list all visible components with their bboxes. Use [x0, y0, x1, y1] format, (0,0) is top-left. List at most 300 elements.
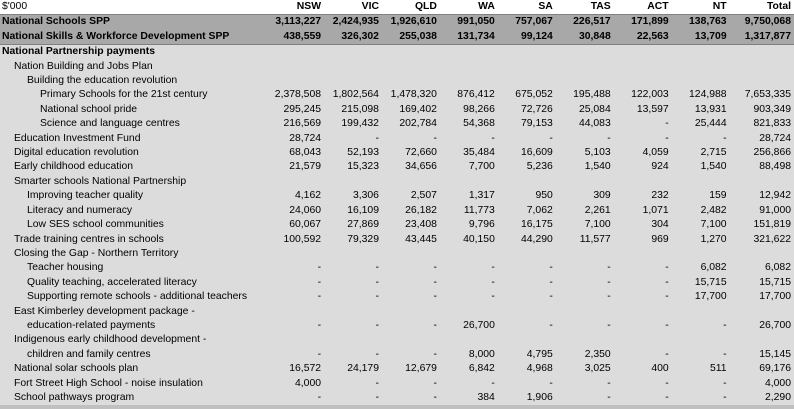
table-row — [0, 348, 794, 362]
cell-sa: 5,236 — [498, 160, 556, 174]
cell-nt: 159 — [672, 189, 730, 203]
cell-nsw: 2,378,508 — [266, 88, 324, 102]
cell-total: 28,724 — [730, 132, 794, 146]
cell-total: 15,145 — [730, 348, 794, 362]
cell-vic: 3,306 — [324, 189, 382, 203]
row-label: National solar schools plan — [0, 362, 266, 376]
cell-total — [730, 333, 794, 347]
cell-total: 256,866 — [730, 146, 794, 160]
cell-sa: - — [498, 290, 556, 304]
cell-wa — [440, 74, 498, 88]
cell-qld: 72,660 — [382, 146, 440, 160]
cell-total: 12,942 — [730, 189, 794, 203]
cell-vic: - — [324, 132, 382, 146]
cell-tas: - — [556, 132, 614, 146]
cell-act — [614, 175, 672, 189]
cell-nt: - — [672, 348, 730, 362]
cell-qld: - — [382, 132, 440, 146]
cell-wa: 384 — [440, 391, 498, 405]
cell-qld — [382, 45, 440, 60]
cell-vic: 1,802,564 — [324, 88, 382, 102]
cell-wa: 1,317 — [440, 189, 498, 203]
row-label: Education Investment Fund — [0, 132, 266, 146]
cell-qld — [382, 247, 440, 261]
table-row — [0, 30, 794, 45]
cell-wa — [440, 45, 498, 60]
cell-vic: 24,179 — [324, 362, 382, 376]
cell-nt: - — [672, 377, 730, 391]
cell-vic: 199,432 — [324, 117, 382, 131]
row-label: Teacher housing — [0, 261, 266, 275]
cell-vic — [324, 305, 382, 319]
cell-total: 91,000 — [730, 204, 794, 218]
table-row — [0, 362, 794, 376]
cell-vic: - — [324, 276, 382, 290]
cell-total — [730, 45, 794, 60]
cell-vic: - — [324, 348, 382, 362]
cell-nt: 511 — [672, 362, 730, 376]
cell-act: 171,899 — [614, 15, 672, 30]
cell-vic — [324, 74, 382, 88]
row-label: Primary Schools for the 21st century — [0, 88, 266, 102]
cell-nsw — [266, 247, 324, 261]
cell-wa — [440, 175, 498, 189]
cell-total: 69,176 — [730, 362, 794, 376]
cell-nsw — [266, 175, 324, 189]
table-row — [0, 247, 794, 261]
cell-tas: 1,540 — [556, 160, 614, 174]
cell-nt: - — [672, 319, 730, 333]
table-row — [0, 333, 794, 347]
cell-nsw — [266, 74, 324, 88]
cell-wa: 8,000 — [440, 348, 498, 362]
row-label: National Schools SPP — [0, 15, 266, 30]
cell-sa: 675,052 — [498, 88, 556, 102]
cell-nsw: - — [266, 348, 324, 362]
cell-sa: - — [498, 276, 556, 290]
cell-qld: 1,926,610 — [382, 15, 440, 30]
cell-nt — [672, 60, 730, 74]
cell-sa: 44,290 — [498, 233, 556, 247]
cell-tas: 2,350 — [556, 348, 614, 362]
column-header-tas: TAS — [556, 0, 614, 15]
cell-nsw: 4,162 — [266, 189, 324, 203]
cell-act — [614, 45, 672, 60]
cell-vic: - — [324, 261, 382, 275]
cell-nt: - — [672, 391, 730, 405]
cell-sa: 99,124 — [498, 30, 556, 45]
cell-wa: 131,734 — [440, 30, 498, 45]
cell-sa: 950 — [498, 189, 556, 203]
cell-act: 232 — [614, 189, 672, 203]
cell-qld — [382, 74, 440, 88]
cell-act: 122,003 — [614, 88, 672, 102]
cell-act: - — [614, 117, 672, 131]
cell-wa: 876,412 — [440, 88, 498, 102]
cell-tas — [556, 60, 614, 74]
table-row — [0, 117, 794, 131]
cell-sa: 757,067 — [498, 15, 556, 30]
cell-tas: 226,517 — [556, 15, 614, 30]
cell-tas — [556, 45, 614, 60]
table-row — [0, 60, 794, 74]
cell-qld — [382, 60, 440, 74]
cell-act — [614, 74, 672, 88]
cell-wa: 54,368 — [440, 117, 498, 131]
cell-wa — [440, 333, 498, 347]
cell-total — [730, 175, 794, 189]
cell-tas: - — [556, 391, 614, 405]
cell-total: 151,819 — [730, 218, 794, 232]
cell-nt: 2,715 — [672, 146, 730, 160]
cell-qld: 23,408 — [382, 218, 440, 232]
cell-qld: 255,038 — [382, 30, 440, 45]
cell-qld: - — [382, 290, 440, 304]
table-row — [0, 305, 794, 319]
cell-sa: 72,726 — [498, 103, 556, 117]
cell-tas: 25,084 — [556, 103, 614, 117]
cell-sa: 7,062 — [498, 204, 556, 218]
cell-sa: 1,906 — [498, 391, 556, 405]
cell-nt: 25,444 — [672, 117, 730, 131]
cell-qld: - — [382, 348, 440, 362]
column-header-total: Total — [730, 0, 794, 15]
cell-nt: 138,763 — [672, 15, 730, 30]
cell-total: 26,700 — [730, 319, 794, 333]
cell-nsw — [266, 305, 324, 319]
cell-total: 6,082 — [730, 261, 794, 275]
cell-tas: 2,261 — [556, 204, 614, 218]
column-header-nsw: NSW — [266, 0, 324, 15]
column-header-act: ACT — [614, 0, 672, 15]
cell-wa: 7,700 — [440, 160, 498, 174]
cell-vic: 16,109 — [324, 204, 382, 218]
cell-total: 15,715 — [730, 276, 794, 290]
cell-wa: - — [440, 377, 498, 391]
cell-nsw: 295,245 — [266, 103, 324, 117]
table-row — [0, 175, 794, 189]
cell-tas: 30,848 — [556, 30, 614, 45]
cell-tas: - — [556, 276, 614, 290]
cell-nt: 1,270 — [672, 233, 730, 247]
cell-nsw — [266, 60, 324, 74]
cell-nt — [672, 74, 730, 88]
cell-tas: 44,083 — [556, 117, 614, 131]
cell-nsw: 438,559 — [266, 30, 324, 45]
table-row — [0, 319, 794, 333]
cell-act — [614, 247, 672, 261]
cell-tas: - — [556, 377, 614, 391]
cell-wa: - — [440, 261, 498, 275]
row-label: education-related payments — [0, 319, 266, 333]
cell-sa — [498, 74, 556, 88]
cell-tas: 11,577 — [556, 233, 614, 247]
cell-nt: 6,082 — [672, 261, 730, 275]
cell-sa: 79,153 — [498, 117, 556, 131]
cell-sa — [498, 45, 556, 60]
cell-sa — [498, 60, 556, 74]
table-row — [0, 74, 794, 88]
cell-vic: 52,193 — [324, 146, 382, 160]
cell-wa: - — [440, 132, 498, 146]
cell-act: 22,563 — [614, 30, 672, 45]
row-label: Indigenous early childhood development - — [0, 333, 266, 347]
cell-sa — [498, 305, 556, 319]
cell-sa — [498, 333, 556, 347]
row-label: Closing the Gap - Northern Territory — [0, 247, 266, 261]
cell-sa: 4,795 — [498, 348, 556, 362]
cell-tas: 7,100 — [556, 218, 614, 232]
cell-nsw: 60,067 — [266, 218, 324, 232]
cell-tas: - — [556, 319, 614, 333]
table-row — [0, 146, 794, 160]
cell-vic: - — [324, 290, 382, 304]
cell-vic — [324, 45, 382, 60]
cell-qld — [382, 175, 440, 189]
cell-nt: 7,100 — [672, 218, 730, 232]
column-header-wa: WA — [440, 0, 498, 15]
cell-nsw — [266, 333, 324, 347]
cell-tas — [556, 305, 614, 319]
cell-tas: 5,103 — [556, 146, 614, 160]
cell-total: 321,622 — [730, 233, 794, 247]
cell-vic: 15,323 — [324, 160, 382, 174]
cell-wa: - — [440, 290, 498, 304]
cell-total: 7,653,335 — [730, 88, 794, 102]
table-body — [0, 15, 794, 405]
cell-total: 17,700 — [730, 290, 794, 304]
cell-vic: - — [324, 377, 382, 391]
cell-sa — [498, 175, 556, 189]
cell-nt — [672, 175, 730, 189]
cell-act: - — [614, 290, 672, 304]
cell-vic: 215,098 — [324, 103, 382, 117]
row-label: National Skills & Workforce Development SPP — [0, 30, 266, 45]
cell-nsw: 28,724 — [266, 132, 324, 146]
cell-sa: - — [498, 132, 556, 146]
cell-total: 9,750,068 — [730, 15, 794, 30]
cell-tas — [556, 247, 614, 261]
cell-vic — [324, 60, 382, 74]
table-row — [0, 189, 794, 203]
cell-qld: - — [382, 319, 440, 333]
cell-qld: - — [382, 261, 440, 275]
row-label: Fort Street High School - noise insulation — [0, 377, 266, 391]
cell-nsw — [266, 45, 324, 60]
cell-tas — [556, 74, 614, 88]
cell-total — [730, 305, 794, 319]
cell-total: 2,290 — [730, 391, 794, 405]
cell-vic: - — [324, 391, 382, 405]
cell-act: - — [614, 348, 672, 362]
row-label: Supporting remote schools - additional teachers — [0, 290, 266, 304]
column-header-sa: SA — [498, 0, 556, 15]
column-header-vic: VIC — [324, 0, 382, 15]
cell-act: - — [614, 261, 672, 275]
cell-wa: 6,842 — [440, 362, 498, 376]
cell-qld: 202,784 — [382, 117, 440, 131]
cell-act: 400 — [614, 362, 672, 376]
cell-nt: - — [672, 132, 730, 146]
cell-wa: - — [440, 276, 498, 290]
header-row — [0, 0, 794, 15]
cell-total: 4,000 — [730, 377, 794, 391]
cell-nsw: - — [266, 276, 324, 290]
cell-wa: 35,484 — [440, 146, 498, 160]
cell-sa — [498, 247, 556, 261]
cell-nt: 15,715 — [672, 276, 730, 290]
cell-sa: - — [498, 319, 556, 333]
cell-nsw: - — [266, 319, 324, 333]
cell-act — [614, 305, 672, 319]
cell-sa: - — [498, 261, 556, 275]
cell-nsw: 21,579 — [266, 160, 324, 174]
cell-wa: 991,050 — [440, 15, 498, 30]
cell-vic: 326,302 — [324, 30, 382, 45]
table-row — [0, 276, 794, 290]
cell-wa: 98,266 — [440, 103, 498, 117]
cell-act: 13,597 — [614, 103, 672, 117]
row-label: School pathways program — [0, 391, 266, 405]
row-label: Digital education revolution — [0, 146, 266, 160]
cell-vic — [324, 333, 382, 347]
row-label: East Kimberley development package - — [0, 305, 266, 319]
cell-qld: - — [382, 391, 440, 405]
table-row — [0, 261, 794, 275]
cell-total — [730, 247, 794, 261]
cell-nt: 13,709 — [672, 30, 730, 45]
cell-vic: 27,869 — [324, 218, 382, 232]
cell-tas: - — [556, 261, 614, 275]
cell-vic: - — [324, 319, 382, 333]
row-label: Low SES school communities — [0, 218, 266, 232]
unit-label: $'000 — [0, 0, 266, 15]
cell-sa: 4,968 — [498, 362, 556, 376]
cell-nt — [672, 45, 730, 60]
cell-act: 969 — [614, 233, 672, 247]
column-header-nt: NT — [672, 0, 730, 15]
table-row — [0, 377, 794, 391]
cell-total: 88,498 — [730, 160, 794, 174]
cell-nsw: - — [266, 261, 324, 275]
cell-nt: 124,988 — [672, 88, 730, 102]
cell-nsw: 100,592 — [266, 233, 324, 247]
cell-qld: 43,445 — [382, 233, 440, 247]
cell-wa — [440, 60, 498, 74]
cell-wa: 11,773 — [440, 204, 498, 218]
cell-act: - — [614, 319, 672, 333]
cell-nsw: 68,043 — [266, 146, 324, 160]
cell-nt — [672, 247, 730, 261]
cell-wa: 9,796 — [440, 218, 498, 232]
cell-nt: 13,931 — [672, 103, 730, 117]
row-label: Literacy and numeracy — [0, 204, 266, 218]
cell-act — [614, 60, 672, 74]
cell-nt: 1,540 — [672, 160, 730, 174]
cell-act: - — [614, 391, 672, 405]
cell-nsw: 4,000 — [266, 377, 324, 391]
cell-act: 304 — [614, 218, 672, 232]
cell-tas — [556, 175, 614, 189]
table-row — [0, 132, 794, 146]
column-header-qld: QLD — [382, 0, 440, 15]
row-label: Improving teacher quality — [0, 189, 266, 203]
cell-act: 1,071 — [614, 204, 672, 218]
cell-vic — [324, 175, 382, 189]
cell-sa: 16,175 — [498, 218, 556, 232]
cell-vic — [324, 247, 382, 261]
table-row — [0, 103, 794, 117]
cell-tas: 195,488 — [556, 88, 614, 102]
cell-vic: 2,424,935 — [324, 15, 382, 30]
cell-nt: 2,482 — [672, 204, 730, 218]
cell-nsw: 24,060 — [266, 204, 324, 218]
cell-total: 821,833 — [730, 117, 794, 131]
cell-act: - — [614, 132, 672, 146]
cell-qld: 169,402 — [382, 103, 440, 117]
cell-nsw: - — [266, 290, 324, 304]
cell-act — [614, 333, 672, 347]
cell-qld: - — [382, 276, 440, 290]
cell-vic: 79,329 — [324, 233, 382, 247]
row-label: National school pride — [0, 103, 266, 117]
cell-sa: 16,609 — [498, 146, 556, 160]
cell-qld: 26,182 — [382, 204, 440, 218]
table-row — [0, 391, 794, 405]
table-row — [0, 15, 794, 30]
cell-nt: 17,700 — [672, 290, 730, 304]
cell-qld: 1,478,320 — [382, 88, 440, 102]
cell-nt — [672, 305, 730, 319]
table-row — [0, 218, 794, 232]
table-row — [0, 204, 794, 218]
cell-act: - — [614, 276, 672, 290]
cell-tas: - — [556, 290, 614, 304]
cell-tas: 309 — [556, 189, 614, 203]
cell-total: 1,317,877 — [730, 30, 794, 45]
row-label: Nation Building and Jobs Plan — [0, 60, 266, 74]
cell-total — [730, 74, 794, 88]
cell-nsw: 16,572 — [266, 362, 324, 376]
table-row — [0, 88, 794, 102]
cell-qld: 12,679 — [382, 362, 440, 376]
table-row — [0, 290, 794, 304]
row-label: Early childhood education — [0, 160, 266, 174]
cell-nsw: 3,113,227 — [266, 15, 324, 30]
table-row — [0, 233, 794, 247]
cell-tas: 3,025 — [556, 362, 614, 376]
cell-wa: 40,150 — [440, 233, 498, 247]
table-row — [0, 45, 794, 60]
table-row — [0, 160, 794, 174]
cell-act: 4,059 — [614, 146, 672, 160]
row-label: children and family centres — [0, 348, 266, 362]
row-label: Trade training centres in schools — [0, 233, 266, 247]
cell-wa — [440, 305, 498, 319]
cell-qld — [382, 333, 440, 347]
cell-qld: 34,656 — [382, 160, 440, 174]
cell-total — [730, 60, 794, 74]
cell-total: 903,349 — [730, 103, 794, 117]
cell-nsw: - — [266, 391, 324, 405]
row-label: Quality teaching, accelerated literacy — [0, 276, 266, 290]
cell-nt — [672, 333, 730, 347]
cell-tas — [556, 333, 614, 347]
cell-wa — [440, 247, 498, 261]
cell-qld: 2,507 — [382, 189, 440, 203]
cell-wa: 26,700 — [440, 319, 498, 333]
cell-qld — [382, 305, 440, 319]
